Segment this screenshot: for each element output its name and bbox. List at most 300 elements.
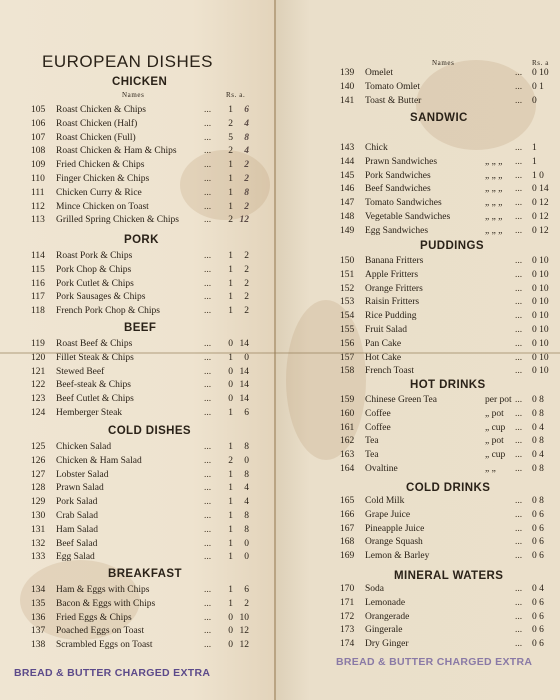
menu-item-170 <box>340 584 560 597</box>
item-price-annas: 2 <box>244 174 249 184</box>
item-name: Raisin Fritters <box>365 297 420 308</box>
section-title-breakfast: BREAKFAST <box>108 568 182 580</box>
item-price-rupees: 1 <box>228 264 233 275</box>
item-dots: ... <box>515 95 523 106</box>
item-dots: ... <box>515 81 523 92</box>
menu-item-145 <box>340 171 560 184</box>
item-dots: ... <box>204 306 212 317</box>
menu-item-118 <box>31 306 271 319</box>
item-number: 117 <box>31 292 45 303</box>
item-name: Pork Chop & Chips <box>56 264 132 275</box>
item-price-rupees: 1 <box>228 352 233 363</box>
item-number: 115 <box>31 264 45 275</box>
item-dots: ... <box>515 496 523 506</box>
item-number: 131 <box>31 524 46 535</box>
item-price: 0 10 <box>532 269 549 280</box>
menu-item-156 <box>340 339 560 352</box>
names-header: Names <box>122 91 145 99</box>
item-number: 125 <box>31 442 46 452</box>
item-price-rupees: 0 <box>228 380 233 391</box>
item-number: 124 <box>31 408 46 418</box>
item-dots: ... <box>515 366 523 377</box>
menu-item-164 <box>340 464 560 477</box>
item-name: Fried Eggs & Chips <box>56 612 132 623</box>
item-dots: ... <box>515 625 523 636</box>
item-price: 0 6 <box>532 625 544 636</box>
item-price: 0 6 <box>532 639 544 650</box>
item-dots: ... <box>204 146 212 157</box>
item-price-rupees: 0 <box>228 626 233 637</box>
item-price: 0 10 <box>532 338 549 349</box>
item-price: 0 10 <box>532 68 549 78</box>
item-quantity: „ „ „ <box>485 184 503 195</box>
item-price: 0 12 <box>532 225 549 236</box>
item-number: 114 <box>31 251 45 261</box>
bread-butter-stamp: BREAD & BUTTER CHARGED EXTRA <box>14 667 211 679</box>
item-price-annas: 2 <box>244 292 249 303</box>
menu-item-155 <box>340 325 560 338</box>
item-number: 156 <box>340 338 355 349</box>
item-name: Tomato Sandwiches <box>365 198 442 209</box>
item-dots: ... <box>515 395 523 405</box>
item-price-rupees: 0 <box>228 640 233 651</box>
item-number: 150 <box>340 256 355 266</box>
item-name: Scrambled Eggs on Toast <box>56 640 153 651</box>
item-number: 140 <box>340 81 355 92</box>
item-price-annas: 12 <box>239 215 249 226</box>
item-price-annas: 14 <box>239 339 249 349</box>
item-name: Soda <box>365 584 384 594</box>
item-dots: ... <box>515 551 523 562</box>
section-title-colddrinks_title: COLD DRINKS <box>406 482 491 494</box>
item-price: 0 6 <box>532 551 544 562</box>
item-dots: ... <box>515 143 523 153</box>
section-title-beef: BEEF <box>124 322 157 334</box>
item-price-annas: 0 <box>244 455 249 466</box>
item-name: Omelet <box>365 68 393 78</box>
item-name: French Toast <box>365 366 415 377</box>
item-dots: ... <box>204 538 212 549</box>
item-number: 138 <box>31 640 46 651</box>
item-name: Tea <box>365 450 379 461</box>
item-name: Beef Cutlet & Chips <box>56 394 134 405</box>
item-price: 0 8 <box>532 408 544 419</box>
item-name: Roast Chicken (Half) <box>56 118 138 129</box>
item-dots: ... <box>515 198 523 209</box>
item-price-annas: 6 <box>244 585 249 595</box>
menu-item-116 <box>31 279 271 292</box>
menu-item-107 <box>31 133 271 146</box>
item-name: Orange Fritters <box>365 283 423 294</box>
menu-item-109 <box>31 160 271 173</box>
item-number: 146 <box>340 184 355 195</box>
item-price-annas: 8 <box>244 442 249 452</box>
item-price-rupees: 1 <box>228 105 233 115</box>
item-price: 0 <box>532 95 537 106</box>
item-number: 120 <box>31 352 46 363</box>
item-price-annas: 8 <box>244 187 249 198</box>
item-price-rupees: 5 <box>228 132 233 143</box>
item-quantity: „ „ <box>485 464 496 474</box>
item-name: Lemon & Barley <box>365 551 430 562</box>
item-dots: ... <box>515 256 523 266</box>
item-price: 0 8 <box>532 496 544 506</box>
item-dots: ... <box>204 160 212 171</box>
item-price-annas: 2 <box>244 201 249 212</box>
item-price-annas: 2 <box>244 160 249 171</box>
item-price: 1 0 <box>532 170 544 181</box>
item-dots: ... <box>204 483 212 494</box>
item-name: Pork Sausages & Chips <box>56 292 146 303</box>
item-number: 167 <box>340 523 355 534</box>
item-price-annas: 6 <box>244 408 249 418</box>
item-name: Grilled Spring Chicken & Chips <box>56 215 179 226</box>
item-dots: ... <box>515 450 523 461</box>
menu-item-121 <box>31 367 271 380</box>
item-name: Prawn Salad <box>56 483 104 494</box>
item-dots: ... <box>204 187 212 198</box>
item-number: 109 <box>31 160 46 171</box>
menu-item-161 <box>340 423 560 436</box>
item-dots: ... <box>204 442 212 452</box>
item-dots: ... <box>515 184 523 195</box>
menu-item-119 <box>31 339 271 352</box>
item-number: 112 <box>31 201 45 212</box>
menu-item-171 <box>340 598 560 611</box>
item-price-rupees: 1 <box>228 442 233 452</box>
menu-item-115 <box>31 265 271 278</box>
menu-item-138 <box>31 640 271 653</box>
item-price-rupees: 1 <box>228 292 233 303</box>
item-name: Bacon & Eggs with Chips <box>56 598 156 609</box>
item-name: Finger Chicken & Chips <box>56 174 150 184</box>
item-number: 111 <box>31 187 45 198</box>
item-dots: ... <box>204 598 212 609</box>
item-number: 162 <box>340 436 355 447</box>
item-price-rupees: 1 <box>228 306 233 317</box>
menu-item-111 <box>31 188 271 201</box>
item-name: French Pork Chop & Chips <box>56 306 160 317</box>
item-dots: ... <box>204 511 212 521</box>
item-number: 157 <box>340 352 355 363</box>
item-name: Banana Fritters <box>365 256 424 266</box>
menu-item-152 <box>340 284 560 297</box>
menu-item-139 <box>340 68 560 81</box>
item-name: Pork Cutlet & Chips <box>56 278 134 289</box>
item-number: 139 <box>340 68 355 78</box>
item-price-rupees: 1 <box>228 483 233 494</box>
item-name: Roast Chicken & Ham & Chips <box>56 146 177 157</box>
item-price-annas: 0 <box>244 552 249 563</box>
item-price-rupees: 1 <box>228 174 233 184</box>
item-price-rupees: 0 <box>228 339 233 349</box>
item-name: Lemonade <box>365 597 406 608</box>
item-name: Ovaltine <box>365 464 398 474</box>
item-dots: ... <box>515 584 523 594</box>
item-name: Grape Juice <box>365 509 411 520</box>
menu-item-160 <box>340 409 560 422</box>
item-price: 0 6 <box>532 523 544 534</box>
item-number: 159 <box>340 395 355 405</box>
menu-item-167 <box>340 524 560 537</box>
section-title-pork: PORK <box>124 234 159 246</box>
item-price-rupees: 1 <box>228 469 233 480</box>
menu-item-144 <box>340 157 560 170</box>
item-number: 164 <box>340 464 355 474</box>
item-number: 113 <box>31 215 45 226</box>
menu-item-159 <box>340 395 560 408</box>
item-price-annas: 4 <box>244 497 249 508</box>
item-name: Mince Chicken on Toast <box>56 201 149 212</box>
item-price-annas: 0 <box>244 538 249 549</box>
menu-item-114 <box>31 251 271 264</box>
item-price-rupees: 1 <box>228 552 233 563</box>
item-name: Chinese Green Tea <box>365 395 437 405</box>
item-number: 129 <box>31 497 46 508</box>
item-name: Fried Chicken & Chips <box>56 160 145 171</box>
menu-item-113 <box>31 215 271 228</box>
item-dots: ... <box>204 408 212 418</box>
item-dots: ... <box>204 394 212 405</box>
menu-item-168 <box>340 537 560 550</box>
item-price-annas: 2 <box>244 278 249 289</box>
item-dots: ... <box>204 612 212 623</box>
item-name: Coffee <box>365 422 391 433</box>
item-price-rupees: 2 <box>228 146 233 157</box>
item-number: 110 <box>31 174 45 184</box>
item-price-rupees: 1 <box>228 598 233 609</box>
item-number: 108 <box>31 146 46 157</box>
item-dots: ... <box>515 464 523 474</box>
item-price: 1 <box>532 143 537 153</box>
item-price-annas: 8 <box>244 132 249 143</box>
bread-butter-stamp: BREAD & BUTTER CHARGED EXTRA <box>336 656 533 668</box>
item-dots: ... <box>515 212 523 222</box>
item-number: 165 <box>340 496 355 506</box>
item-price: 0 8 <box>532 464 544 474</box>
page-title: EUROPEAN DISHES <box>42 52 213 71</box>
item-name: Crab Salad <box>56 511 98 521</box>
item-name: Hot Cake <box>365 352 402 363</box>
item-number: 147 <box>340 198 355 209</box>
item-name: Roast Chicken & Chips <box>56 105 146 115</box>
item-quantity: „ „ „ <box>485 156 503 167</box>
item-dots: ... <box>204 552 212 563</box>
item-number: 118 <box>31 306 45 317</box>
item-dots: ... <box>515 597 523 608</box>
item-price-annas: 2 <box>244 306 249 317</box>
item-number: 144 <box>340 156 355 167</box>
item-number: 121 <box>31 366 46 377</box>
item-dots: ... <box>204 497 212 508</box>
item-number: 169 <box>340 551 355 562</box>
item-dots: ... <box>204 105 212 115</box>
menu-item-132 <box>31 539 271 552</box>
item-price-annas: 0 <box>244 352 249 363</box>
item-number: 152 <box>340 283 355 294</box>
menu-item-122 <box>31 380 271 393</box>
item-name: Chicken Salad <box>56 442 112 452</box>
menu-item-140 <box>340 82 560 95</box>
menu-item-120 <box>31 353 271 366</box>
section-title-cold-dishes: COLD DISHES <box>108 425 191 437</box>
item-number: 163 <box>340 450 355 461</box>
item-dots: ... <box>204 455 212 466</box>
item-dots: ... <box>204 118 212 129</box>
item-number: 172 <box>340 611 355 622</box>
item-dots: ... <box>204 366 212 377</box>
item-price-rupees: 1 <box>228 278 233 289</box>
menu-item-172 <box>340 612 560 625</box>
menu-item-105 <box>31 105 271 118</box>
item-name: Gingerale <box>365 625 403 636</box>
item-number: 149 <box>340 225 355 236</box>
item-name: Ham & Eggs with Chips <box>56 585 150 595</box>
item-name: Chicken & Ham Salad <box>56 455 142 466</box>
item-price-annas: 4 <box>244 483 249 494</box>
item-name: Poached Eggs on Toast <box>56 626 145 637</box>
item-name: Pork Salad <box>56 497 98 508</box>
item-dots: ... <box>204 292 212 303</box>
item-number: 135 <box>31 598 46 609</box>
item-name: Egg Sandwiches <box>365 225 429 236</box>
menu-item-124 <box>31 408 271 421</box>
item-number: 122 <box>31 380 46 391</box>
item-number: 116 <box>31 278 45 289</box>
item-dots: ... <box>204 339 212 349</box>
item-name: Stewed Beef <box>56 366 105 377</box>
item-quantity: „ pot <box>485 436 504 447</box>
item-number: 128 <box>31 483 46 494</box>
item-name: Coffee <box>365 408 391 419</box>
item-number: 160 <box>340 408 355 419</box>
item-number: 107 <box>31 132 46 143</box>
item-name: Pan Cake <box>365 338 402 349</box>
item-price-rupees: 1 <box>228 251 233 261</box>
section-title-hotdrinks_title: HOT DRINKS <box>410 379 486 391</box>
item-number: 155 <box>340 325 355 335</box>
menu-item-134 <box>31 585 271 598</box>
names-header: Names <box>432 59 455 67</box>
item-number: 141 <box>340 95 355 106</box>
menu-item-106 <box>31 119 271 132</box>
menu-item-133 <box>31 552 271 565</box>
item-price-rupees: 2 <box>228 455 233 466</box>
menu-item-136 <box>31 613 271 626</box>
item-dots: ... <box>515 325 523 335</box>
item-name: Dry Ginger <box>365 639 409 650</box>
item-dots: ... <box>515 523 523 534</box>
item-dots: ... <box>204 469 212 480</box>
item-number: 166 <box>340 509 355 520</box>
item-quantity: per pot <box>485 395 512 405</box>
item-number: 173 <box>340 625 355 636</box>
item-dots: ... <box>204 201 212 212</box>
item-name: Roast Beef & Chips <box>56 339 133 349</box>
menu-item-157 <box>340 353 560 366</box>
item-price-annas: 4 <box>244 146 249 157</box>
item-price-rupees: 2 <box>228 118 233 129</box>
item-name: Pineapple Juice <box>365 523 425 534</box>
item-name: Ham Salad <box>56 524 98 535</box>
menu-item-128 <box>31 483 271 496</box>
item-name: Rice Pudding <box>365 311 417 322</box>
item-dots: ... <box>515 269 523 280</box>
item-price-annas: 8 <box>244 524 249 535</box>
menu-item-165 <box>340 496 560 509</box>
menu-item-163 <box>340 450 560 463</box>
item-price-annas: 8 <box>244 511 249 521</box>
item-price: 0 10 <box>532 325 549 335</box>
menu-item-151 <box>340 270 560 283</box>
item-dots: ... <box>204 640 212 651</box>
menu-page-left <box>0 0 275 700</box>
item-price: 0 10 <box>532 366 549 377</box>
item-price: 0 1 <box>532 81 544 92</box>
item-price-rupees: 1 <box>228 497 233 508</box>
item-name: Fillet Steak & Chips <box>56 352 134 363</box>
item-quantity: „ cup <box>485 450 506 461</box>
item-price: 0 4 <box>532 450 544 461</box>
item-number: 151 <box>340 269 355 280</box>
item-dots: ... <box>515 509 523 520</box>
item-dots: ... <box>515 297 523 308</box>
menu-item-154 <box>340 311 560 324</box>
item-price: 0 14 <box>532 184 549 195</box>
item-price-rupees: 0 <box>228 612 233 623</box>
item-dots: ... <box>204 264 212 275</box>
item-price-rupees: 1 <box>228 511 233 521</box>
item-price-rupees: 1 <box>228 187 233 198</box>
item-dots: ... <box>515 311 523 322</box>
item-number: 123 <box>31 394 46 405</box>
item-quantity: „ „ „ <box>485 198 503 209</box>
item-dots: ... <box>204 132 212 143</box>
menu-item-126 <box>31 456 271 469</box>
item-price-annas: 12 <box>239 626 249 637</box>
item-price-annas: 2 <box>244 598 249 609</box>
item-name: Vegetable Sandwiches <box>365 212 451 222</box>
item-name: Chicken Curry & Rice <box>56 187 142 198</box>
menu-item-143 <box>340 143 560 156</box>
item-name: Egg Salad <box>56 552 95 563</box>
item-price-annas: 8 <box>244 469 249 480</box>
item-price-annas: 14 <box>239 366 249 377</box>
item-price-annas: 2 <box>244 251 249 261</box>
menu-item-148 <box>340 212 560 225</box>
menu-item-127 <box>31 470 271 483</box>
menu-item-153 <box>340 297 560 310</box>
item-number: 168 <box>340 537 355 548</box>
menu-item-123 <box>31 394 271 407</box>
item-name: Beef Salad <box>56 538 98 549</box>
menu-item-125 <box>31 442 271 455</box>
item-price-rupees: 1 <box>228 524 233 535</box>
item-number: 161 <box>340 422 355 433</box>
item-number: 143 <box>340 143 355 153</box>
menu-item-166 <box>340 510 560 523</box>
item-price: 0 10 <box>532 256 549 266</box>
item-price: 0 6 <box>532 597 544 608</box>
item-name: Chick <box>365 143 388 153</box>
item-price-annas: 14 <box>239 394 249 405</box>
item-price-rupees: 1 <box>228 585 233 595</box>
item-name: Beef-steak & Chips <box>56 380 131 391</box>
item-price: 0 12 <box>532 198 549 209</box>
price-header: Rs. a. <box>226 91 246 99</box>
item-number: 130 <box>31 511 46 521</box>
item-number: 136 <box>31 612 46 623</box>
